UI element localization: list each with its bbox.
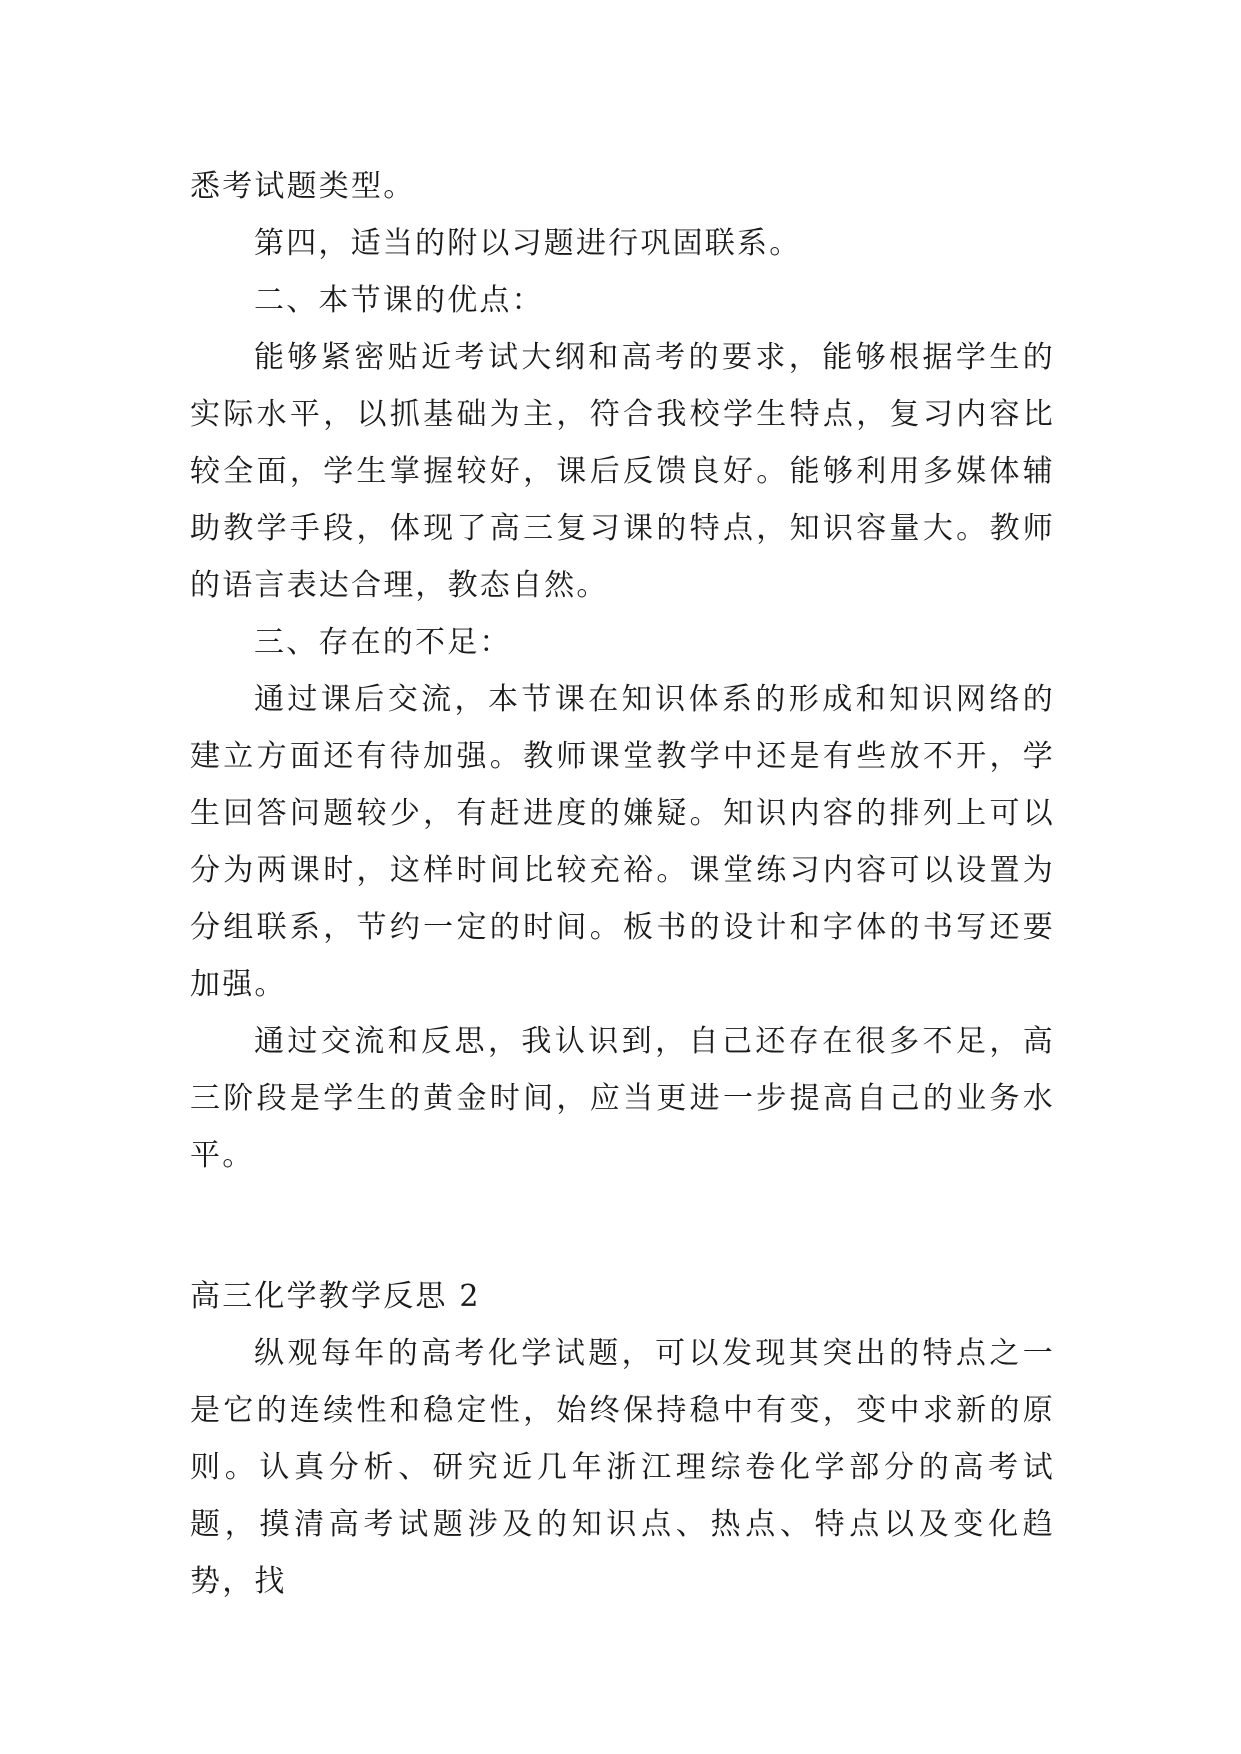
paragraph-shortcomings: 通过课后交流，本节课在知识体系的形成和知识网络的建立方面还有待加强。教师课堂教学中还是有些放不开，学生回答问题较少，有赶进度的嫌疑。知识内容的排列上可以分为两课时，这样时间比较充裕。课堂练习内容可以设置为分组联系，节约一定的时间。板书的设计和字体的书写还要加强。 [190, 682, 1055, 1002]
paragraph-reflection: 通过交流和反思，我认识到，自己还存在很多不足，高三阶段是学生的黄金时间，应当更进一步提高自己的业务水平。 [190, 1024, 1055, 1173]
paragraph-continuation: 悉考试题类型。 [190, 169, 416, 204]
section-two [190, 1268, 1055, 1610]
section-one [190, 158, 1055, 1184]
paragraph-advantages: 能够紧密贴近考试大纲和高考的要求，能够根据学生的实际水平，以抓基础为主，符合我校学生特点，复习内容比较全面，学生掌握较好，课后反馈良好。能够利用多媒体辅助教学手段，体现了高三复习课的特点，知识容量大。教师的语言表达合理，教态自然。 [190, 340, 1055, 603]
paragraph-point-four: 第四，适当的附以习题进行巩固联系。 [254, 226, 802, 261]
paragraph-intro: 纵观每年的高考化学试题，可以发现其突出的特点之一是它的连续性和稳定性，始终保持稳中有变，变中求新的原则。认真分析、研究近几年浙江理综卷化学部分的高考试题，摸清高考试题涉及的知识点、热点、特点以及变化趋势，找 [190, 1336, 1055, 1599]
section-title: 高三化学教学反思 2 [190, 1279, 481, 1314]
subheading-advantages: 二、本节课的优点： [254, 283, 544, 318]
subheading-shortcomings: 三、存在的不足： [254, 625, 512, 660]
